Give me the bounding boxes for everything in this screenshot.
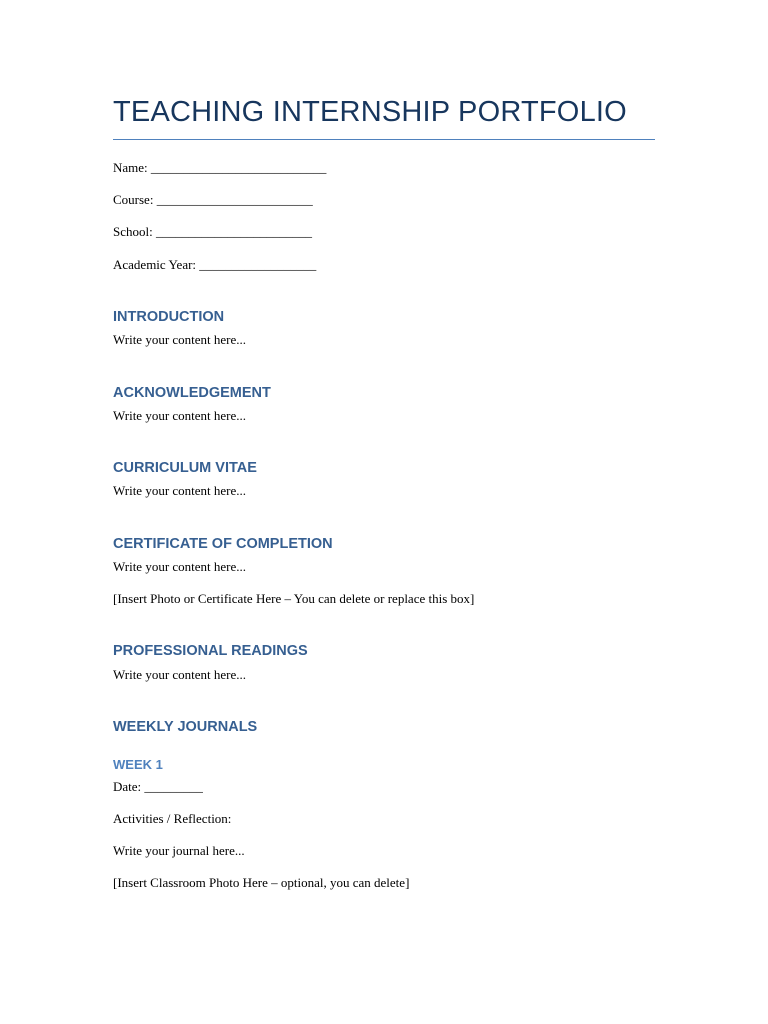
week-1-journal-body: Write your journal here... bbox=[113, 843, 245, 858]
week-1-photo-placeholder: [Insert Classroom Photo Here – optional, you can delete] bbox=[113, 875, 410, 890]
professional-readings-heading: PROFESSIONAL READINGS bbox=[113, 643, 308, 659]
acknowledgement-heading: ACKNOWLEDGEMENT bbox=[113, 385, 271, 401]
introduction-heading: INTRODUCTION bbox=[113, 309, 225, 325]
week-1-date-field[interactable]: Date: _________ bbox=[113, 779, 203, 794]
academic-year-field[interactable]: Academic Year: __________________ bbox=[113, 257, 317, 272]
week-1-heading: WEEK 1 bbox=[113, 757, 163, 772]
document-title: TEACHING INTERNSHIP PORTFOLIO bbox=[113, 96, 627, 128]
name-field[interactable]: Name: ___________________________ bbox=[113, 160, 327, 175]
certificate-photo-placeholder: [Insert Photo or Certificate Here – You can delete or replace this box] bbox=[113, 591, 475, 606]
certificate-heading: CERTIFICATE OF COMPLETION bbox=[113, 536, 333, 552]
curriculum-vitae-body: Write your content here... bbox=[113, 483, 247, 498]
introduction-body: Write your content here... bbox=[113, 332, 247, 347]
course-field[interactable]: Course: ________________________ bbox=[113, 192, 313, 207]
weekly-journals-heading: WEEKLY JOURNALS bbox=[113, 719, 258, 735]
school-field[interactable]: School: ________________________ bbox=[113, 224, 312, 239]
week-1-activities-label: Activities / Reflection: bbox=[113, 811, 232, 826]
certificate-body: Write your content here... bbox=[113, 559, 247, 574]
acknowledgement-body: Write your content here... bbox=[113, 408, 247, 423]
curriculum-vitae-heading: CURRICULUM VITAE bbox=[113, 460, 257, 476]
title-underline bbox=[113, 139, 655, 140]
professional-readings-body: Write your content here... bbox=[113, 667, 247, 682]
